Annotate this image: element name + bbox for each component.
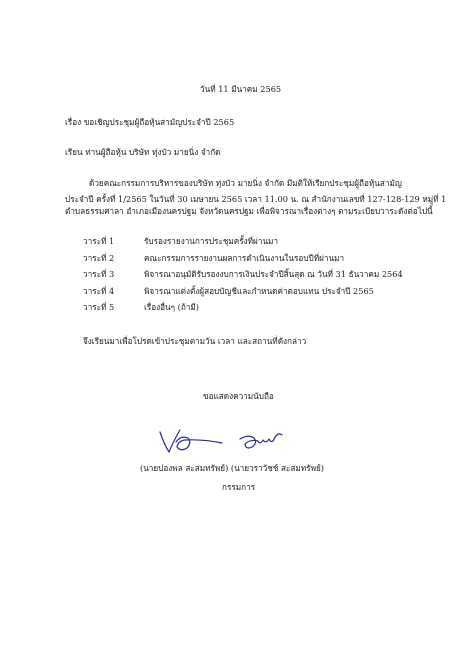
agenda-item: [83, 266, 443, 283]
signer-names: (นายปองพล สะสมทรัพย์) (นายวราวัชช์ สะสมทรัพย์): [140, 463, 324, 473]
letter-attention: เรียน ท่านผู้ถือหุ้น บริษัท ทุ่งบัว มายนิ่ง จำกัด: [65, 147, 221, 157]
invitation-line: จึงเรียนมาเพื่อโปรดเข้าประชุมตามวัน เวลา และสถานที่ดังกล่าว: [83, 336, 307, 346]
agenda-number: วาระที่ 2: [83, 252, 115, 263]
body-line-2: ประจำปี ครั้งที่ 1/2565 ในวันที่ 30 เมษายน 2565 เวลา 11.00 น. ณ สำนักงานเลขที่ 127-128-129 หมู่ที่ 1: [65, 194, 447, 204]
signer-role: กรรมการ: [222, 482, 256, 492]
agenda-text: คณะกรรมการรายงานผลการดำเนินงานในรอบปีที่ผ่านมา: [144, 252, 345, 263]
agenda-item: [83, 233, 443, 250]
agenda-number: วาระที่ 1: [83, 236, 115, 246]
body-line-3: ตำบลธรรมศาลา อำเภอเมืองนครปฐม จังหวัดนครปฐม เพื่อพิจารณาเรื่องต่างๆ ตามระเบียบวาระดังต่อไปนี้: [65, 206, 433, 216]
letter-subject: เรื่อง ขอเชิญประชุมผู้ถือหุ้นสามัญประจำปี 2565: [65, 117, 235, 127]
agenda-item: [83, 250, 443, 267]
agenda-text: เรื่องอื่นๆ (ถ้ามี): [144, 302, 199, 313]
closing-line: ขอแสดงความนับถือ: [203, 391, 274, 401]
body-paragraph: [65, 193, 447, 217]
agenda-number: วาระที่ 4: [83, 285, 115, 296]
signature-2: [240, 434, 282, 448]
agenda-item: [83, 283, 443, 300]
body-line-1: ด้วยคณะกรรมการบริหารของบริษัท ทุ่งบัว มายนิ่ง จำกัด มีมติให้เรียกประชุมผู้ถือหุ้นสามัญ: [89, 178, 402, 188]
agenda-text: พิจารณาอนุมัติรับรองงบการเงินประจำปีสิ้นสุด ณ วันที่ 31 ธันวาคม 2564: [144, 269, 403, 280]
agenda-text: รับรองรายงานการประชุมครั้งที่ผ่านมา: [144, 236, 279, 246]
agenda-number: วาระที่ 5: [83, 302, 115, 313]
handwritten-signatures: [150, 422, 350, 458]
agenda-item: [83, 299, 443, 316]
letter-date: วันที่ 11 มีนาคม 2565: [200, 84, 282, 94]
agenda-text: พิจารณาแต่งตั้งผู้สอบบัญชีและกำหนดค่าตอบแทน ประจำปี 2565: [144, 285, 374, 296]
agenda-list: [83, 233, 443, 316]
signature-1: [160, 430, 222, 452]
agenda-number: วาระที่ 3: [83, 269, 115, 280]
